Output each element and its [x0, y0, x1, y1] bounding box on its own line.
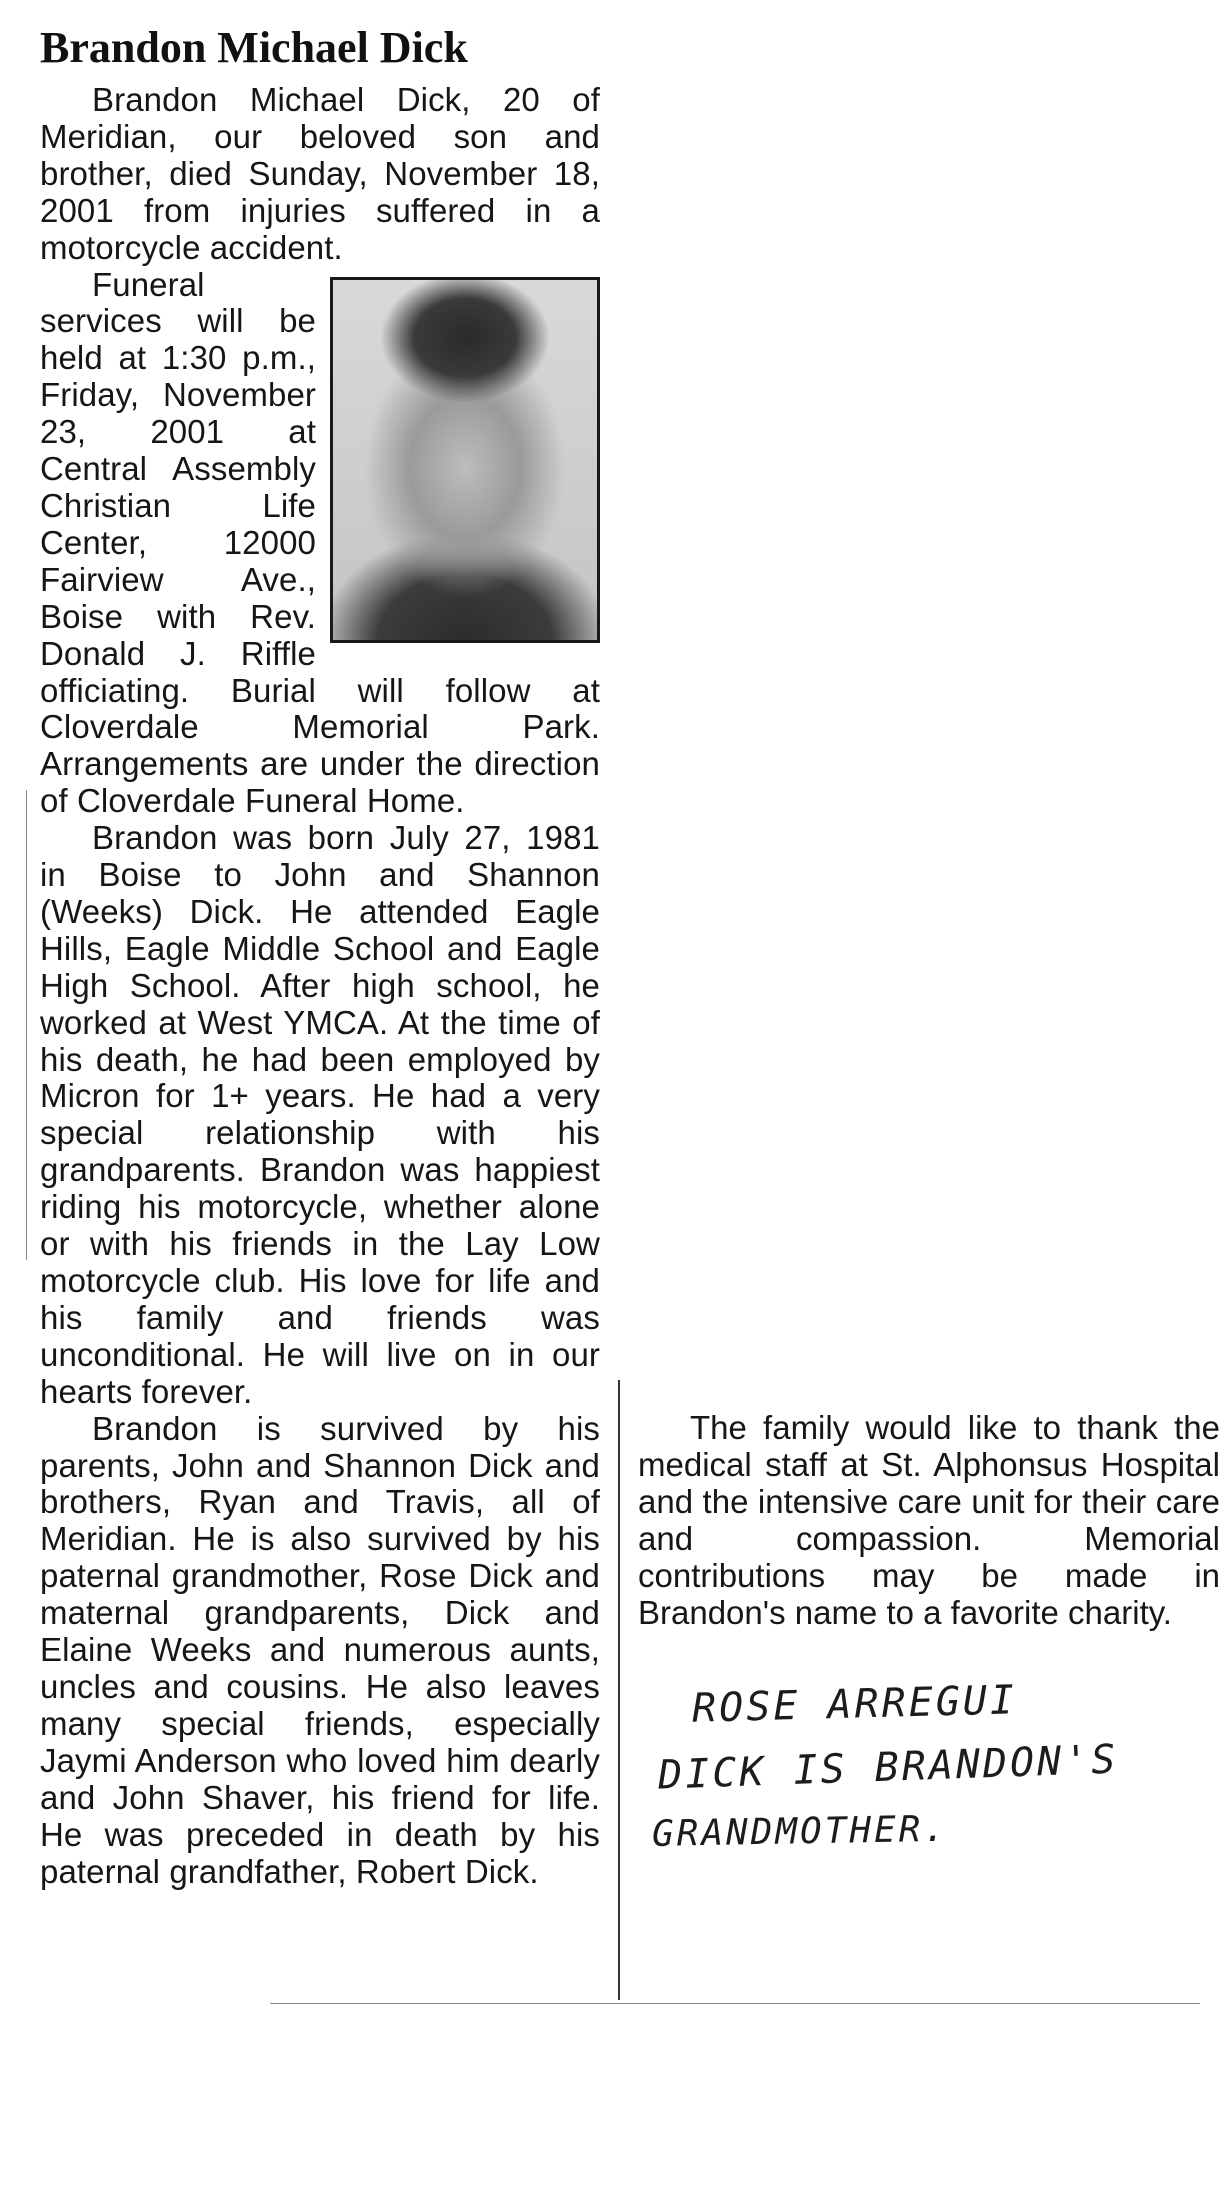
survivors-paragraph: Brandon is survived by his parents, John and Shannon Dick and brothers, Ryan and Travis, all of Meridian. He is also survived by his paternal grandmother, Rose Dick and maternal grandparents, Dick and Elaine Weeks and numerous aunts, uncles and cousins. He also leaves many special friends, especially Jaymi Anderson who loved him dearly and John Shaver, his friend for life. He was preceded in death by his paternal grandfather, Robert Dick.: [40, 1409, 600, 1890]
portrait-photo: [330, 277, 600, 643]
handwritten-line: ROSE ARREGUI: [691, 1677, 1018, 1732]
handwritten-line: DICK IS BRANDON'S: [657, 1736, 1120, 1799]
clipping-bottom-rule: [270, 2003, 1200, 2004]
funeral-services-paragraph: Funeral services will be held at 1:30 p.m., Friday, November 23, 2001 at Central Assembly Christian Life Center, 12000 Fairview Ave., Boise with Rev. Donald J. Riffle officiating. Burial will follow at Cloverdale Memorial Park. Arrangements are under the direction of Cloverdale Funeral Home.: [40, 265, 600, 820]
thanks-paragraph: The family would like to thank the medical staff at St. Alphonsus Hospital and the intensive care unit for their care and compassion. Memorial contributions may be made in Brandon's name to a favorite charity.: [638, 1409, 1220, 1631]
thanks-column: [638, 1410, 1220, 1631]
column-divider: [618, 1380, 620, 2000]
handwritten-line: GRANDMOTHER.: [651, 1808, 949, 1855]
obituary-body-column: [40, 82, 600, 1890]
biography-paragraph: Brandon was born July 27, 1981 in Boise to John and Shannon (Weeks) Dick. He attended Eagle Hills, Eagle Middle School and Eagle High School. After high school, he worked at West YMCA. At the time of his death, he had been employed by Micron for 1+ years. He had a very special relationship with his grandparents. Brandon was happiest riding his motorcycle, whether alone or with his friends in the Lay Low motorcycle club. His love for life and his family and friends was unconditional. He will live on in our hearts forever.: [40, 819, 600, 1410]
obituary-intro-paragraph: Brandon Michael Dick, 20 of Meridian, our beloved son and brother, died Sunday, November 18, 2001 from injuries suffered in a motorcycle accident.: [40, 81, 600, 266]
obituary-title: Brandon Michael Dick: [40, 23, 468, 72]
handwritten-note: [652, 1670, 1212, 1862]
left-margin-rule: [26, 790, 27, 1260]
